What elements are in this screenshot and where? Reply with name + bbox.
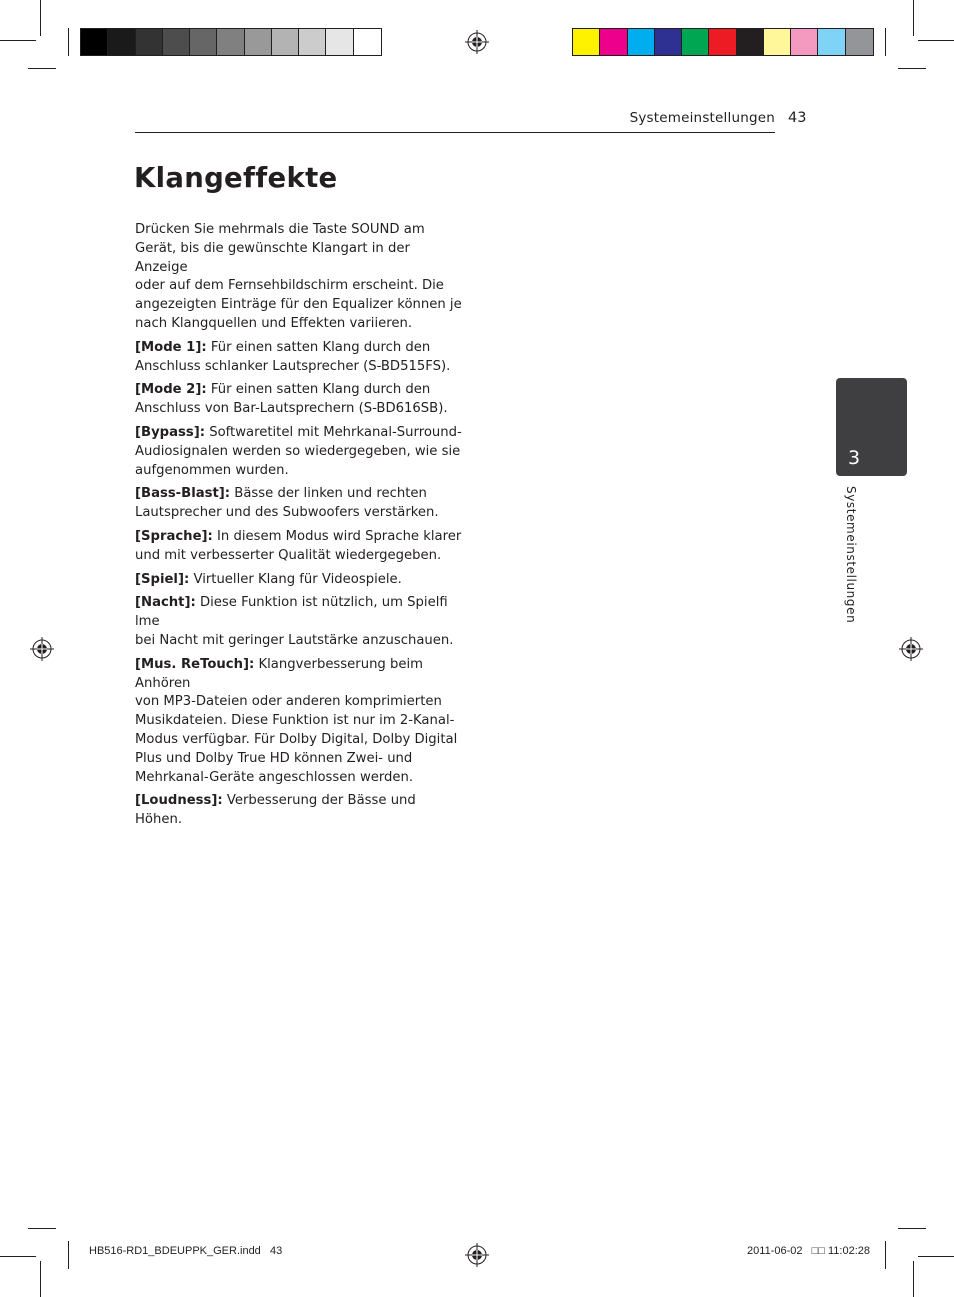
color-swatch [81,29,108,55]
entry-mode-2 [135,381,465,419]
entry-text: Bässe der linken und rechten Lautsprecher und des Subwoofers verstärken. [135,486,439,521]
entry-mus-retouch [135,656,465,788]
color-swatch [326,29,353,55]
crop-mark [68,28,69,56]
footer-timestamp: 2011-06-02 □□ 11:02:28 [747,1245,870,1257]
registration-mark-icon [30,637,54,661]
entry-label: [Mode 2]: [135,382,207,398]
crop-mark [918,40,954,41]
color-swatch [655,29,682,55]
entry-mode-1 [135,339,465,377]
color-swatch [682,29,709,55]
grayscale-color-bar [80,28,382,56]
crop-mark [913,0,914,36]
crop-mark [40,1261,41,1297]
page-title: Klangeffekte [134,162,338,194]
entry-text: In diesem Modus wird Sprache klarer und mit verbesserter Qualität wiedergegeben. [135,528,462,563]
color-swatch [108,29,135,55]
crop-mark [68,1241,69,1269]
entry-nacht [135,594,465,650]
entry-loudness [135,792,465,830]
crop-mark [0,1256,36,1257]
crop-mark [898,68,926,69]
registration-mark-icon [899,637,923,661]
entry-spiel [135,571,465,590]
entry-bass-blast [135,485,465,523]
crop-mark [918,1256,954,1257]
entry-text: Diese Funktion ist nützlich, um Spielfi lme bei Nacht mit geringer Lautstärke anzuschauen. [135,595,454,648]
intro-paragraph: Drücken Sie mehrmals die Taste SOUND am Gerät, bis die gewünschte Klangart in der Anzeige oder auf dem Fernsehbildschirm erscheint. Die angezeigten Einträge für den Equalizer können je nach Klangquellen und Effekten variieren. [135,222,462,331]
header-rule [135,132,775,133]
color-swatch [573,29,600,55]
color-swatch [846,29,873,55]
color-swatch [190,29,217,55]
entry-label: [Bypass]: [135,424,206,440]
entry-label: [Bass-Blast]: [135,486,231,502]
entry-label: [Mus. ReTouch]: [135,656,255,672]
color-swatch [163,29,190,55]
entry-text: Verbesserung der Bässe und Höhen. [135,793,416,828]
entry-bypass [135,424,465,480]
registration-mark-icon [465,30,489,54]
crop-mark [28,68,56,69]
color-swatch [737,29,764,55]
crop-mark [898,1228,926,1229]
color-swatch [136,29,163,55]
entry-label: [Spiel]: [135,571,190,587]
entry-label: [Nacht]: [135,595,196,611]
chapter-number: 3 [847,447,861,469]
color-swatch [600,29,627,55]
footer-file-name: HB516-RD1_BDEUPPK_GER.indd 43 [89,1245,283,1257]
entry-label: [Sprache]: [135,528,213,544]
entry-text: Softwaretitel mit Mehrkanal-Surround- Audiosignalen werden so wiedergegeben, wie sie aufgenommen wurden. [135,424,462,478]
color-swatch [272,29,299,55]
crop-mark [885,28,886,56]
color-swatch [818,29,845,55]
chapter-side-label: Systemeinstellungen [844,486,858,624]
entry-sprache [135,528,465,566]
crop-mark [28,1228,56,1229]
color-swatch [628,29,655,55]
entry-label: [Mode 1]: [135,339,207,355]
process-color-bar [572,28,874,56]
color-swatch [709,29,736,55]
entry-text: Für einen satten Klang durch den Anschluss schlanker Lautsprecher (S-BD515FS). [135,339,451,374]
crop-mark [40,0,41,36]
color-swatch [354,29,381,55]
entry-text: Klangverbesserung beim Anhören von MP3-Dateien oder anderen komprimierten Musikdateien. Diese Funktion ist nur im 2-Kanal- Modus verfügbar. Für Dolby Digital, Dolby Digital Plus und Dolby True HD können Zwei- und Mehrkanal-Geräte angeschlossen werden. [135,656,458,785]
crop-mark [885,1241,886,1269]
color-swatch [764,29,791,55]
crop-mark [913,1261,914,1297]
color-swatch [217,29,244,55]
crop-mark [0,40,36,41]
running-header-section: Systemeinstellungen [629,110,775,126]
color-swatch [245,29,272,55]
entry-text: Für einen satten Klang durch den Anschluss von Bar-Lautsprechern (S-BD616SB). [135,382,448,417]
color-swatch [299,29,326,55]
page-number: 43 [788,110,807,126]
body-text [135,221,465,835]
entry-label: [Loudness]: [135,793,223,809]
registration-mark-icon [465,1243,489,1267]
color-swatch [791,29,818,55]
entry-text: Virtueller Klang für Videospiele. [189,571,402,587]
